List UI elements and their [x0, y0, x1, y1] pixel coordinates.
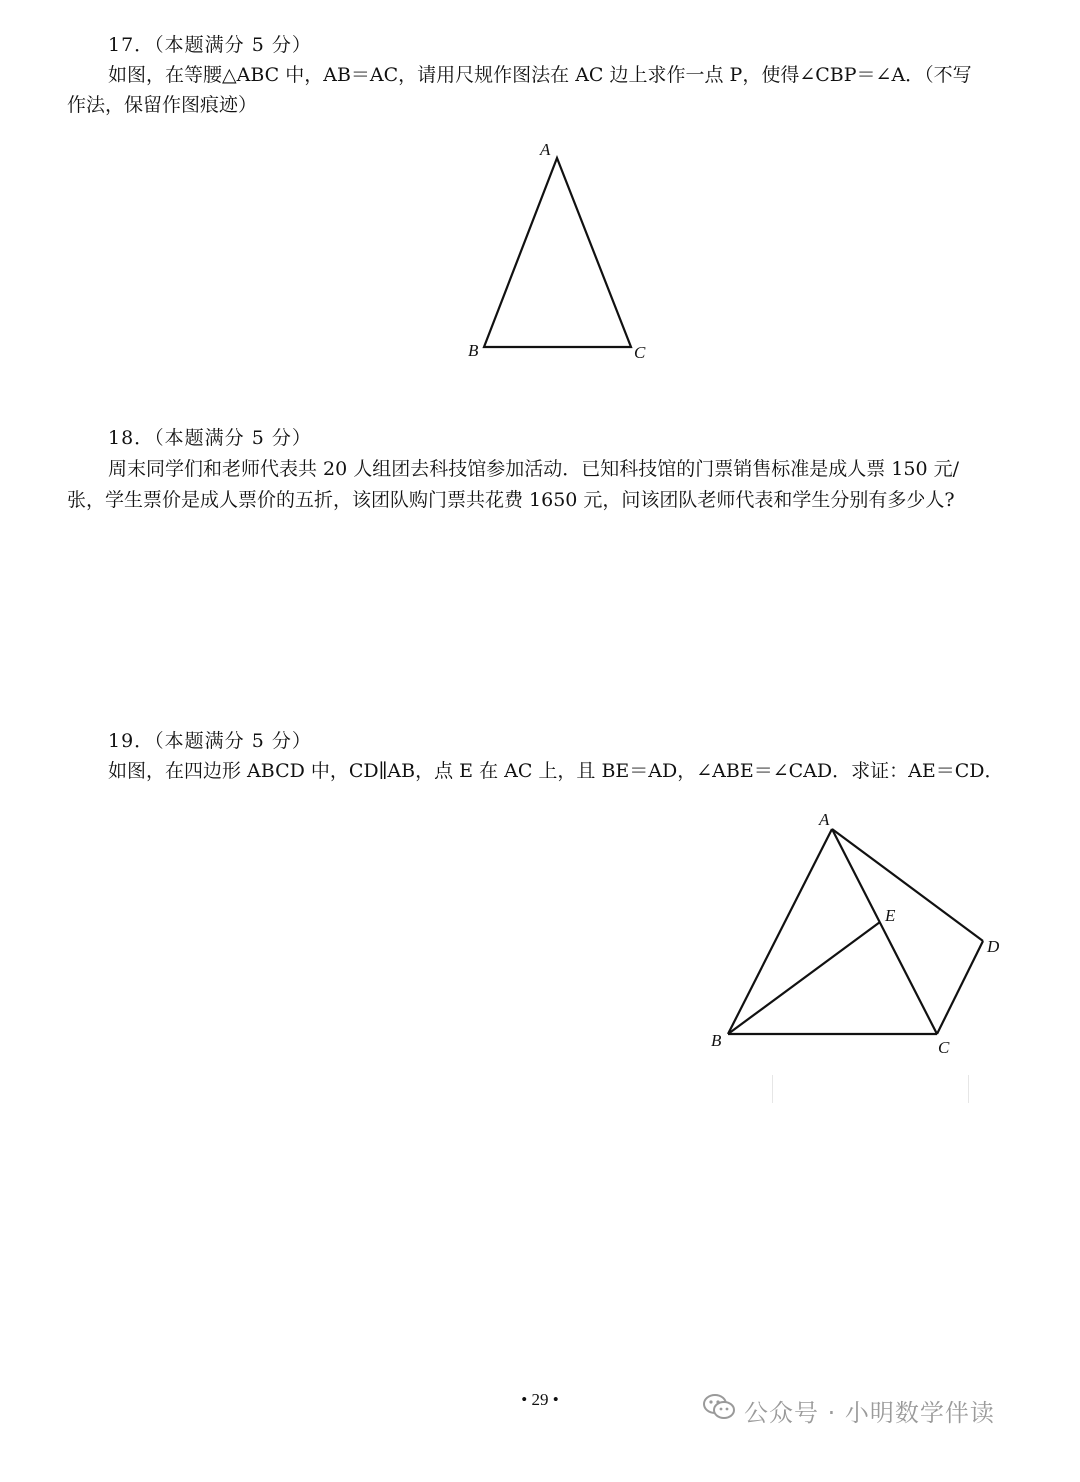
vertex-label-a: A [819, 810, 830, 829]
point-label-e: E [885, 906, 896, 925]
question-19-heading: 19．（本题满分 5 分） [108, 730, 312, 752]
vertex-label-c: C [634, 343, 646, 362]
segment-ab [728, 829, 832, 1034]
page-number: • 29 • [521, 1390, 559, 1409]
vertex-label-b: B [468, 341, 479, 360]
question-17-heading: 17．（本题满分 5 分） [108, 34, 312, 56]
question-18-text-line-1: 周末同学们和老师代表共 20 人组团去科技馆参加活动．已知科技馆的门票销售标准是成人票 150 元/ [108, 458, 960, 480]
watermark [702, 1392, 995, 1428]
quadrilateral-figure [700, 805, 1020, 1060]
question-17-text-line-2: 作法，保留作图痕迹） [67, 94, 258, 116]
vertex-label-d: D [987, 937, 1000, 956]
scan-artifact-marks [770, 1075, 972, 1105]
triangle-abc [484, 158, 631, 347]
isosceles-triangle-figure [460, 135, 660, 365]
question-19-text-line-1: 如图，在四边形 ABCD 中，CD∥AB，点 E 在 AC 上，且 BE＝AD，∠ABE＝∠CAD．求证：AE＝CD． [108, 760, 1004, 782]
segment-be [728, 922, 880, 1034]
vertex-label-c: C [938, 1038, 950, 1057]
segment-ad [832, 829, 983, 941]
segment-ac [832, 829, 937, 1034]
question-17-text-line-1: 如图，在等腰△ABC 中，AB＝AC，请用尺规作图法在 AC 边上求作一点 P，使得∠CBP＝∠A．（不写 [108, 64, 972, 86]
question-18-text-line-2: 张，学生票价是成人票价的五折，该团队购门票共花费 1650 元，问该团队老师代表和学生分别有多少人? [67, 489, 955, 511]
vertex-label-b: B [711, 1031, 722, 1050]
wechat-icon [702, 1392, 736, 1428]
segment-cd [937, 941, 983, 1034]
vertex-label-a: A [540, 140, 551, 159]
question-18-heading: 18．（本题满分 5 分） [108, 427, 312, 449]
watermark-text: 公众号 · 小明数学伴读 [744, 1398, 995, 1427]
